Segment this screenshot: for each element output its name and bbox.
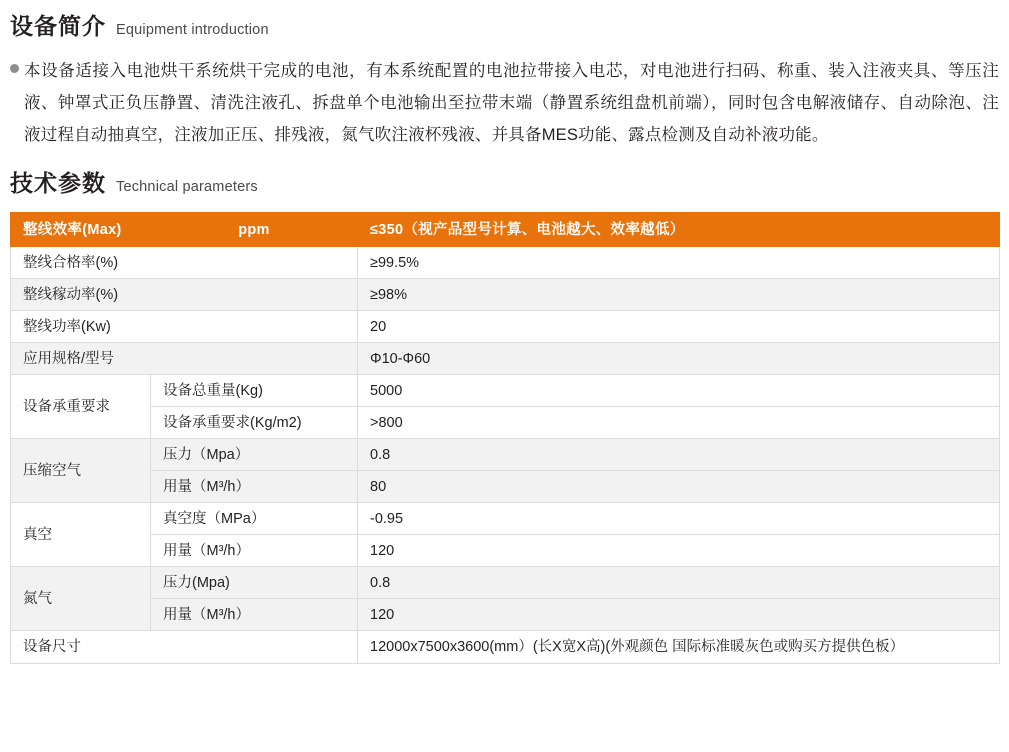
row-label: 整线合格率(%): [11, 247, 358, 279]
row-sublabel: 设备总重量(Kg): [151, 375, 358, 407]
row-group-label: 压缩空气: [11, 439, 151, 503]
row-sublabel: 压力(Mpa): [151, 567, 358, 599]
technical-parameters-table: [10, 212, 1000, 664]
row-value: 80: [358, 471, 1000, 503]
row-value: ≥99.5%: [358, 247, 1000, 279]
row-label: 整线功率(Kw): [11, 311, 358, 343]
table-row: [11, 631, 1000, 664]
row-label: 应用规格/型号: [11, 343, 358, 375]
row-value: ≥98%: [358, 279, 1000, 311]
table-row: [11, 503, 1000, 535]
table-row: [11, 279, 1000, 311]
header-cell-unit: ppm: [151, 213, 358, 247]
params-heading: [10, 151, 999, 198]
row-value: -0.95: [358, 503, 1000, 535]
params-heading-zh: 技术参数: [10, 170, 106, 196]
table-row: [11, 247, 1000, 279]
table-row: [11, 375, 1000, 407]
intro-body-text: 本设备适接入电池烘干系统烘干完成的电池，有本系统配置的电池拉带接入电芯，对电池进行扫码、称重、装入注液夹具、等压注液、钟罩式正负压静置、清洗注液孔、拆盘单个电池输出至拉带末端（静置系统组盘机前端），同时包含电解液储存、自动除泡、注液过程自动抽真空，注液加正压、排残液，氮气吹注液杯残液、并具备MES功能、露点检测及自动补液功能。: [24, 62, 999, 144]
row-sublabel: 真空度（MPa）: [151, 503, 358, 535]
table-row: [11, 567, 1000, 599]
table-row: [11, 311, 1000, 343]
row-value: 0.8: [358, 567, 1000, 599]
table-row: [11, 599, 1000, 631]
row-value: 5000: [358, 375, 1000, 407]
row-group-label: 真空: [11, 503, 151, 567]
intro-heading: [10, 0, 999, 41]
table-row: [11, 407, 1000, 439]
intro-paragraph-block: [10, 55, 999, 151]
row-value: >800: [358, 407, 1000, 439]
intro-heading-en: Equipment introduction: [116, 22, 269, 38]
table-row: [11, 471, 1000, 503]
table-header-row: [11, 213, 1000, 247]
params-heading-en: Technical parameters: [116, 179, 258, 195]
row-value: 120: [358, 599, 1000, 631]
header-cell-name: 整线效率(Max): [11, 213, 151, 247]
table-row: [11, 343, 1000, 375]
row-value: 12000x7500x3600(mm）(长X宽X高)(外观颜色 国际标准暖灰色或购买方提供色板）: [358, 631, 1000, 664]
row-sublabel: 用量（M³/h）: [151, 599, 358, 631]
header-cell-value: ≤350（视产品型号计算、电池越大、效率越低）: [358, 213, 1000, 247]
row-sublabel: 用量（M³/h）: [151, 535, 358, 567]
row-group-label: 设备承重要求: [11, 375, 151, 439]
row-value: 20: [358, 311, 1000, 343]
row-label: 设备尺寸: [11, 631, 358, 664]
row-value: 120: [358, 535, 1000, 567]
bullet-dot-icon: [10, 64, 19, 73]
row-sublabel: 用量（M³/h）: [151, 471, 358, 503]
row-sublabel: 设备承重要求(Kg/m2): [151, 407, 358, 439]
row-label: 整线稼动率(%): [11, 279, 358, 311]
table-row: [11, 439, 1000, 471]
row-value: Φ10-Φ60: [358, 343, 1000, 375]
row-group-label: 氮气: [11, 567, 151, 631]
row-sublabel: 压力（Mpa）: [151, 439, 358, 471]
row-value: 0.8: [358, 439, 1000, 471]
table-row: [11, 535, 1000, 567]
intro-heading-zh: 设备简介: [10, 13, 106, 39]
